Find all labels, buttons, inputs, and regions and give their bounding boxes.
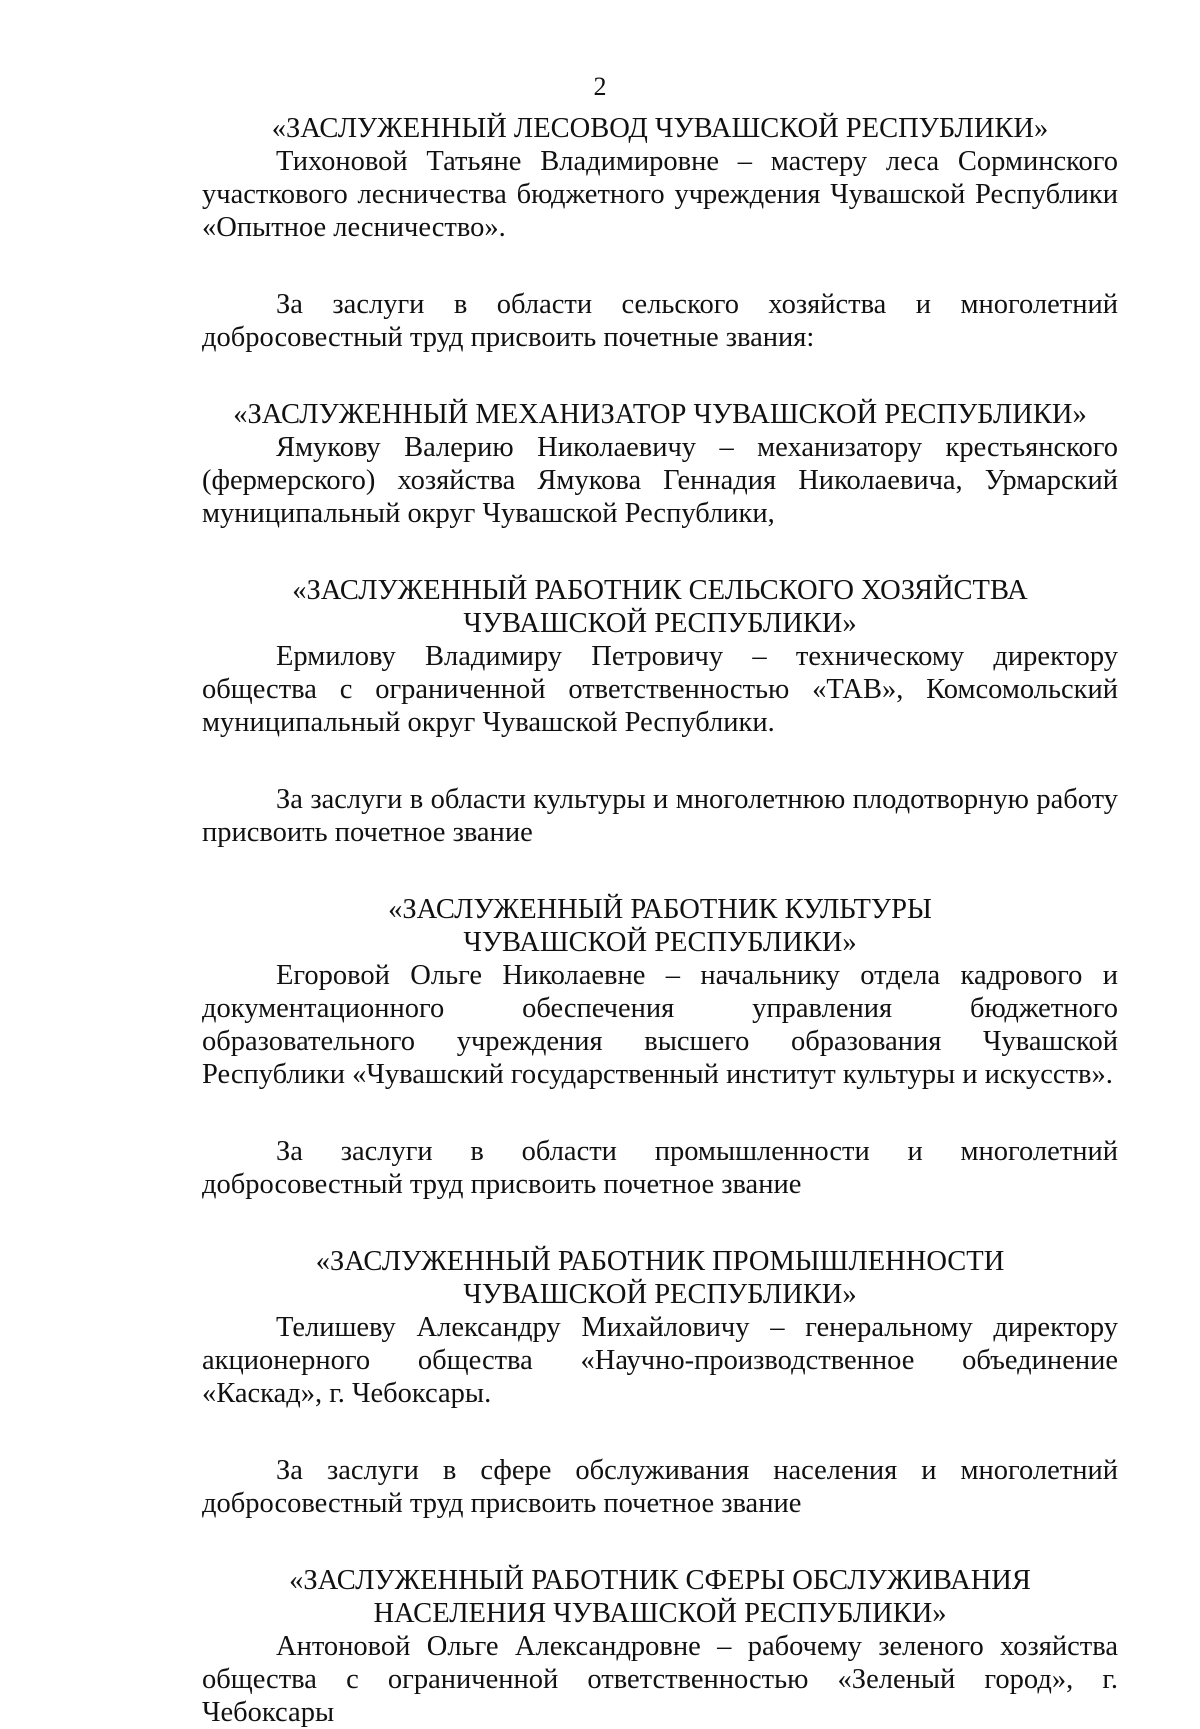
spacer (202, 354, 1118, 398)
awardee-paragraph: Телишеву Александру Михайловичу – генеральному директору акционерного общества «Научно-производственное объединение «Каскад», г. Чебоксары. (202, 1312, 1118, 1409)
award-title-line: «ЗАСЛУЖЕННЫЙ РАБОТНИК КУЛЬТУРЫ (388, 894, 932, 925)
page-number: 2 (593, 72, 607, 101)
awardee-paragraph: Ямукову Валерию Николаевичу – механизатору крестьянского (фермерского) хозяйства Ямукова Геннадия Николаевича, Урмарский муниципальный округ Чувашской Республики, (202, 432, 1118, 529)
spacer (202, 530, 1118, 574)
award-title-line: ЧУВАШСКОЙ РЕСПУБЛИКИ» (463, 1279, 857, 1310)
award-title (202, 398, 1118, 431)
decree-intro-paragraph: За заслуги в области культуры и многолетнюю плодотворную работу присвоить почетное звание (202, 784, 1118, 848)
award-title (202, 893, 1118, 959)
award-title-line: «ЗАСЛУЖЕННЫЙ ЛЕСОВОД ЧУВАШСКОЙ РЕСПУБЛИКИ» (271, 113, 1049, 144)
award-title (202, 574, 1118, 640)
award-title-line: «ЗАСЛУЖЕННЫЙ РАБОТНИК ПРОМЫШЛЕННОСТИ (315, 1246, 1005, 1277)
spacer (202, 739, 1118, 783)
awardee-paragraph: Ермилову Владимиру Петровичу – техническому директору общества с ограниченной ответственностью «ТАВ», Комсомольский муниципальный округ Чувашской Республики. (202, 641, 1118, 738)
award-title-line: ЧУВАШСКОЙ РЕСПУБЛИКИ» (463, 927, 857, 958)
decree-intro-paragraph: За заслуги в области промышленности и многолетний добросовестный труд присвоить почетное звание (202, 1136, 1118, 1200)
awardee-paragraph: Антоновой Ольге Александровне – рабочему зеленого хозяйства общества с ограниченной ответственностью «Зеленый город», г. Чебоксары (202, 1631, 1118, 1728)
award-title (202, 112, 1118, 145)
document-body (202, 112, 1118, 1729)
spacer (202, 1201, 1118, 1245)
award-title (202, 1245, 1118, 1311)
spacer (202, 1091, 1118, 1135)
spacer (202, 1520, 1118, 1564)
award-title-line: «ЗАСЛУЖЕННЫЙ РАБОТНИК СЕЛЬСКОГО ХОЗЯЙСТВА (292, 575, 1028, 606)
award-title-line: НАСЕЛЕНИЯ ЧУВАШСКОЙ РЕСПУБЛИКИ» (373, 1598, 947, 1629)
award-title-line: «ЗАСЛУЖЕННЫЙ РАБОТНИК СФЕРЫ ОБСЛУЖИВАНИЯ (289, 1565, 1031, 1596)
decree-intro-paragraph: За заслуги в сфере обслуживания населения и многолетний добросовестный труд присвоить почетное звание (202, 1455, 1118, 1519)
award-title-line: ЧУВАШСКОЙ РЕСПУБЛИКИ» (463, 608, 857, 639)
spacer (202, 849, 1118, 893)
spacer (202, 244, 1118, 288)
award-title-line: «ЗАСЛУЖЕННЫЙ МЕХАНИЗАТОР ЧУВАШСКОЙ РЕСПУБЛИКИ» (233, 399, 1087, 430)
decree-intro-paragraph: За заслуги в области сельского хозяйства и многолетний добросовестный труд присвоить почетные звания: (202, 289, 1118, 353)
awardee-paragraph: Егоровой Ольге Николаевне – начальнику отдела кадрового и документационного обеспечения управления бюджетного образовательного учреждения высшего образования Чувашской Республики «Чувашский государственный институт культуры и искусств». (202, 960, 1118, 1090)
awardee-paragraph: Тихоновой Татьяне Владимировне – мастеру леса Сорминского участкового лесничества бюджетного учреждения Чувашской Республики «Опытное лесничество». (202, 146, 1118, 243)
spacer (202, 1410, 1118, 1454)
award-title (202, 1564, 1118, 1630)
